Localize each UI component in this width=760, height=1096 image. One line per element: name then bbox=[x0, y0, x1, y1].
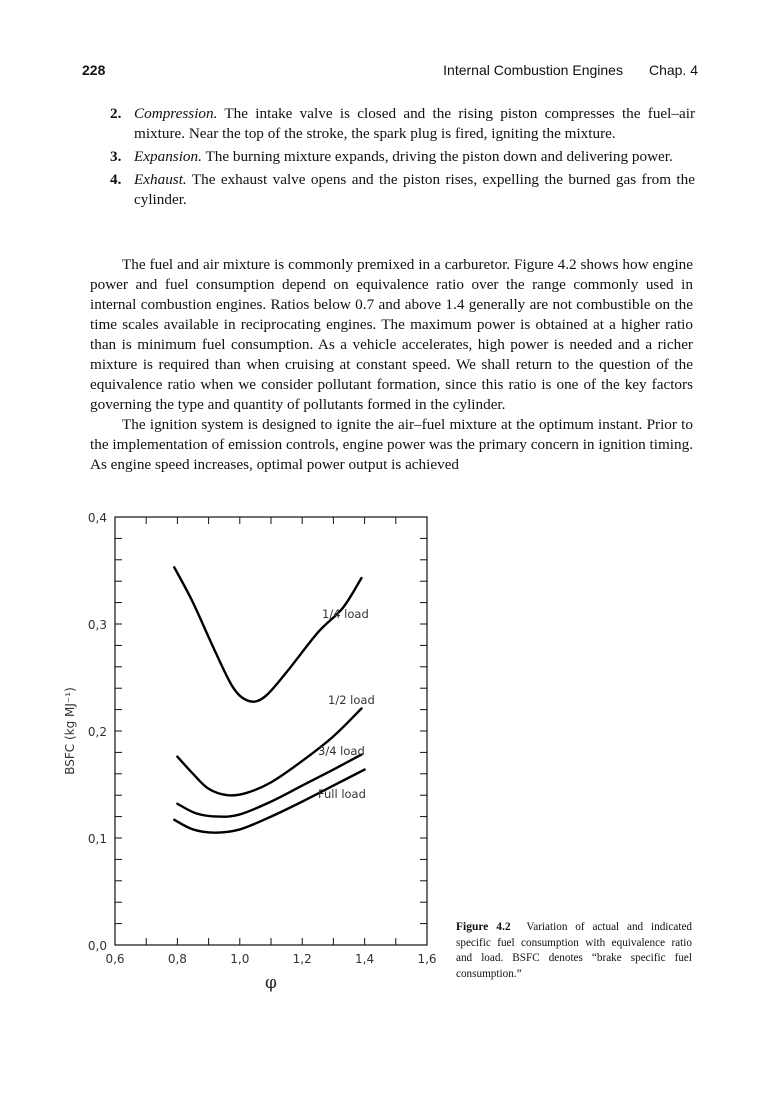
curve-label: Full load bbox=[318, 787, 366, 801]
y-tick-label: 0,1 bbox=[87, 832, 107, 846]
x-tick-label: 0,8 bbox=[167, 952, 187, 966]
caption-label: Figure 4.2 bbox=[456, 921, 511, 933]
paragraph: The ignition system is designed to ignite the air–fuel mixture at the optimum instant. Prior to the implementation of emission controls, engine power was the primary concern in ignition timing. As engine speed increases, optimal power output is achieved bbox=[90, 416, 693, 473]
stroke-list bbox=[110, 104, 695, 213]
curve-label: 1/2 load bbox=[328, 693, 375, 707]
curve-1-4-load bbox=[174, 567, 361, 701]
curve-label: 1/4 load bbox=[322, 607, 369, 621]
list-item: 2. Compression. The intake valve is closed and the rising piston compresses the fuel–air mixture. Near the top of the stroke, the spark plug is fired, igniting the mixture. bbox=[110, 105, 695, 142]
y-tick-label: 0,3 bbox=[87, 618, 107, 632]
page-number: 228 bbox=[82, 62, 106, 78]
figure-4-2 bbox=[0, 500, 760, 1000]
x-tick-label: 1,2 bbox=[292, 952, 312, 966]
curve-label: 3/4 load bbox=[318, 744, 365, 758]
x-tick-label: 1,4 bbox=[355, 952, 375, 966]
x-axis-label: φ bbox=[265, 973, 277, 993]
running-head bbox=[417, 62, 698, 78]
figure-caption bbox=[456, 920, 692, 982]
body-text bbox=[90, 255, 693, 475]
y-tick-label: 0,2 bbox=[87, 725, 107, 739]
list-item: 4. Exhaust. The exhaust valve opens and the piston rises, expelling the burned gas from the cylinder. bbox=[110, 171, 695, 208]
y-axis-label: BSFC (kg MJ⁻¹) bbox=[63, 687, 77, 775]
page-header bbox=[82, 62, 698, 84]
list-item: 3. Expansion. The burning mixture expands, driving the piston down and delivering power. bbox=[110, 148, 673, 165]
caption-text: Variation of actual and indicated specific fuel consumption with equivalence ratio and load. BSFC denotes “brake specific fuel consumption.” bbox=[456, 921, 693, 980]
y-tick-label: 0,4 bbox=[87, 511, 107, 525]
x-tick-label: 1,0 bbox=[230, 952, 250, 966]
book-title: Internal Combustion Engines bbox=[443, 62, 623, 78]
list-term: Expansion. bbox=[134, 148, 202, 165]
chapter-label: Chap. 4 bbox=[648, 62, 698, 78]
plot-frame bbox=[115, 517, 427, 945]
list-term: Exhaust. bbox=[134, 171, 187, 188]
y-tick-label: 0,0 bbox=[87, 939, 107, 953]
paragraph: The fuel and air mixture is commonly premixed in a carburetor. Figure 4.2 shows how engine power and fuel consumption depend on equivalence ratio over the range commonly used in internal combustion engines. Ratios below 0.7 and above 1.4 generally are not combustible on the time scales available in reciprocating engines. The maximum power is obtained at a higher ratio than is minimum fuel consumption. As a vehicle accelerates, high power is needed and a richer mixture is required than when cruising at constant speed. We shall return to the question of the equivalence ratio when we consider pollutant formation, since this ratio is one of the key factors governing the type and quantity of pollutants formed in the cylinder. bbox=[90, 256, 693, 413]
x-tick-label: 1,6 bbox=[417, 952, 437, 966]
list-term: Compression. bbox=[134, 105, 218, 122]
x-tick-label: 0,6 bbox=[105, 952, 125, 966]
